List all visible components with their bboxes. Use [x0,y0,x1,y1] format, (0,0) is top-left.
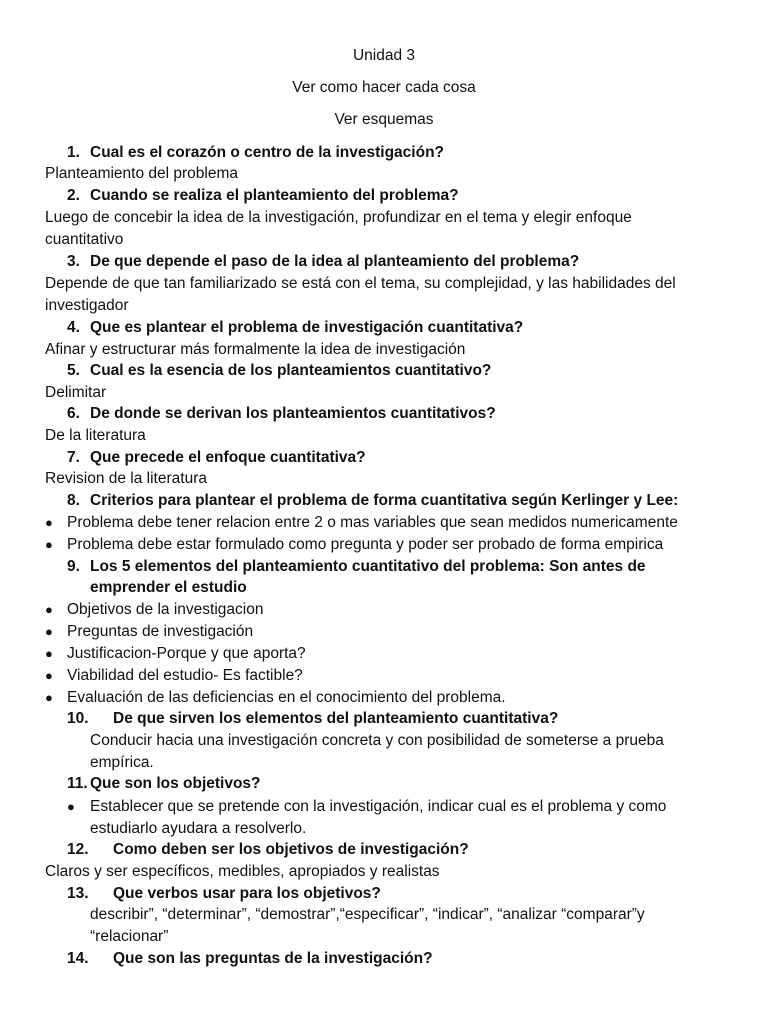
bullet-icon: ● [45,690,53,705]
question-text: Criterios para plantear el problema de forma cuantitativa según Kerlinger y Lee: [90,492,679,509]
document-title: Unidad 3 [352,47,416,64]
bullet-icon: ● [67,799,75,814]
bullet-icon: ● [45,624,53,639]
question-number: 1. [67,144,80,161]
subtitle-line: Ver como hacer cada cosa [292,79,476,96]
question-text: Cual es el corazón o centro de la investigación? [90,144,445,161]
bullet-item: Viabilidad del estudio- Es factible? [67,667,303,684]
bullet-icon: ● [45,668,53,683]
bullet-item: Preguntas de investigación [67,623,254,640]
answer-text: Conducir hacia una investigación concreta y con posibilidad de someterse a prueba [90,732,664,749]
question-number: 6. [67,405,80,422]
question-text: Los 5 elementos del planteamiento cuantitativo del problema: Son antes de [90,558,646,575]
answer-text: Delimitar [45,384,107,401]
bullet-item: Establecer que se pretende con la investigación, indicar cual es el problema y como [90,798,667,815]
bullet-icon: ● [45,515,53,530]
question-number: 3. [67,253,80,270]
answer-text: investigador [45,297,129,314]
answer-text: cuantitativo [45,231,124,248]
answer-text: De la literatura [45,427,146,444]
bullet-item: Objetivos de la investigacion [67,601,264,618]
bullet-item: Problema debe tener relacion entre 2 o mas variables que sean medidos numericamente [67,514,678,531]
bullet-item: Evaluación de las deficiencias en el conocimiento del problema. [67,689,506,706]
question-text: De que sirven los elementos del planteamiento cuantitativa? [113,710,559,727]
answer-text: describir”, “determinar”, “demostrar”,“especificar”, “indicar”, “analizar “comparar”y [90,906,645,923]
question-number: 10. [67,710,89,727]
question-text: Cuando se realiza el planteamiento del problema? [90,187,459,204]
question-text: Que son las preguntas de la investigación? [113,950,433,967]
question-text: De donde se derivan los planteamientos cuantitativos? [90,405,496,422]
answer-text: Planteamiento del problema [45,165,239,182]
question-text: Que es plantear el problema de investigación cuantitativa? [90,319,524,336]
answer-text: “relacionar” [90,928,169,945]
question-number: 5. [67,362,80,379]
question-text: Como deben ser los objetivos de investigación? [113,841,469,858]
question-text: Que son los objetivos? [90,775,261,792]
question-number: 8. [67,492,80,509]
question-text: Cual es la esencia de los planteamientos cuantitativo? [90,362,492,379]
answer-text: Luego de concebir la idea de la investigación, profundizar en el tema y elegir enfoque [45,209,632,226]
question-text: De que depende el paso de la idea al planteamiento del problema? [90,253,580,270]
question-number: 11. [67,775,88,792]
bullet-item: estudiarlo ayudara a resolverlo. [90,820,307,837]
bullet-icon: ● [45,537,53,552]
question-number: 7. [67,449,80,466]
answer-text: Claros y ser específicos, medibles, apropiados y realistas [45,863,440,880]
question-number: 12. [67,841,89,858]
question-number: 9. [67,558,80,575]
question-number: 4. [67,319,80,336]
answer-text: empírica. [90,754,154,771]
question-text: Que verbos usar para los objetivos? [113,885,381,902]
answer-text: Revision de la literatura [45,470,207,487]
question-text: emprender el estudio [90,579,247,596]
answer-text: Afinar y estructurar más formalmente la idea de investigación [45,341,466,358]
answer-text: Depende de que tan familiarizado se está con el tema, su complejidad, y las habilidades del [45,275,676,292]
bullet-icon: ● [45,602,53,617]
subtitle-line-2: Ver esquemas [334,111,434,128]
question-number: 2. [67,187,80,204]
question-number: 13. [67,885,89,902]
question-number: 14. [67,950,89,967]
bullet-item: Justificacion-Porque y que aporta? [67,645,306,662]
question-text: Que precede el enfoque cuantitativa? [90,449,366,466]
bullet-icon: ● [45,646,53,661]
bullet-item: Problema debe estar formulado como pregunta y poder ser probado de forma empirica [67,536,664,553]
